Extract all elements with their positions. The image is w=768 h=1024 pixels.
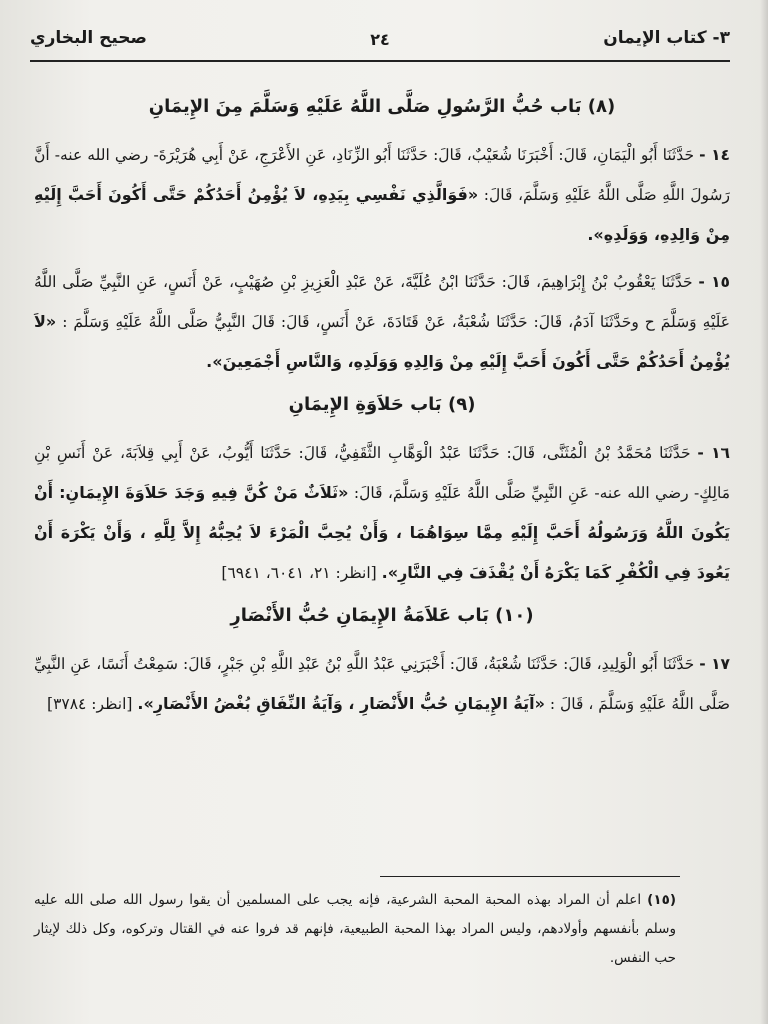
- footnote-text: اعلم أن المراد بهذه المحبة المحبة الشرعية، فإنه يجب على المسلمين أن يقوا رسول الله صلى الله عليه وسلم بأنفسهم وأولادهم، وليس المراد بهذا المحبة الطبيعية، فإنهم قد فروا عنه في القتال وتركوه، وكل ذلك لإيثار حب النفس.: [34, 892, 676, 966]
- chapter-heading: (٨) بَاب حُبُّ الرَّسُولِ صَلَّى اللَّهُ عَلَيْهِ وَسَلَّمَ مِنَ الإِيمَانِ: [148, 96, 616, 117]
- page-edge-shadow: [760, 0, 768, 1024]
- hadith-paragraph: [34, 434, 730, 593]
- hadith-paragraph: [34, 136, 730, 255]
- footnote-rule: [380, 876, 680, 877]
- header-rule: [30, 60, 730, 62]
- chapter-heading: (١٠) بَاب عَلاَمَةُ الإِيمَانِ حُبُّ الأَنْصَارِ: [230, 605, 534, 626]
- book-title: ٣- كتاب الإيمان: [603, 28, 730, 48]
- hadith-isnad: حَدَّثَنَا يَعْقُوبُ بْنُ إِبْرَاهِيمَ، قَالَ: حَدَّثَنَا ابْنُ عُلَيَّةَ، عَنْ عَبْدِ الْعَزِيزِ بْنِ صُهَيْبٍ، عَنْ أَنَسٍ، عَنِ النَّبِيِّ صَلَّى اللَّهُ عَلَيْهِ وَسَلَّمَ ح وحَدَّثَنَا آدَمُ، قَالَ: حَدَّثَنَا شُعْبَةُ، عَنْ قَتَادَةَ، عَنْ أَنَسٍ، قَالَ: قَالَ النَّبِيُّ صَلَّى اللَّهُ عَلَيْهِ وَسَلَّمَ :: [34, 273, 731, 331]
- cross-reference: [انظر: ٣٧٨٤]: [47, 695, 133, 713]
- hadith-isnad: حَدَّثَنَا أَبُو الْوَلِيدِ، قَالَ: حَدَّثَنَا شُعْبَةُ، قَالَ: أَخْبَرَنِي عَبْدُ اللَّهِ بْنُ عَبْدِ اللَّهِ بْنِ جَبْرٍ، قَالَ: سَمِعْتُ أَنَسًا، عَنِ النَّبِيِّ صَلَّى اللَّهُ عَلَيْهِ وَسَلَّمَ ، قَالَ :: [34, 655, 730, 713]
- hadith-isnad: حَدَّثَنَا مُحَمَّدُ بْنُ الْمُثَنَّى، قَالَ: حَدَّثَنَا عَبْدُ الْوَهَّابِ الثَّقَفِيُّ، قَالَ: حَدَّثَنَا أَيُّوبُ، عَنْ أَبِي قِلاَبَةَ، عَنْ أَنَسِ بْنِ مَالِكٍ- رضي الله عنه- عَنِ النَّبِيِّ صَلَّى اللَّهُ عَلَيْهِ وَسَلَّمَ، قَالَ:: [34, 444, 731, 502]
- hadith-paragraph: [34, 263, 730, 382]
- page-body: [34, 92, 730, 732]
- hadith-number: ١٧ -: [699, 655, 730, 673]
- hadith-matn: «فَوَالَّذِي نَفْسِي بِيَدِهِ، لاَ يُؤْمِنُ أَحَدُكُمْ حَتَّى أَكُونَ أَحَبَّ إِلَيْهِ مِنْ وَالِدِهِ، وَوَلَدِهِ».: [34, 185, 730, 244]
- collection-title: صحيح البخاري: [30, 28, 147, 48]
- page-number: ٢٤: [370, 30, 390, 49]
- hadith-number: ١٦ -: [697, 444, 730, 462]
- hadith-isnad: حَدَّثَنَا أَبُو الْيَمَانِ، قَالَ: أَخْبَرَنَا شُعَيْبٌ، قَالَ: حَدَّثَنَا أَبُو الزِّنَادِ، عَنِ الأَعْرَجِ، عَنْ أَبِي هُرَيْرَةَ- رضي الله عنه- أَنَّ رَسُولَ اللَّهِ صَلَّى اللَّهُ عَلَيْهِ وَسَلَّمَ، قَالَ:: [34, 146, 730, 204]
- hadith-matn: «ثَلاَثٌ مَنْ كُنَّ فِيهِ وَجَدَ حَلاَوَةَ الإِيمَانِ: أَنْ يَكُونَ اللَّهُ وَرَسُولُهُ أَحَبَّ إِلَيْهِ مِمَّا سِوَاهُمَا ، وَأَنْ يُحِبَّ الْمَرْءَ لاَ يُحِبُّهُ إِلاَّ لِلَّهِ ، وَأَنْ يَكْرَهَ أَنْ يَعُودَ فِي الْكُفْرِ كَمَا يَكْرَهُ أَنْ يُقْذَفَ فِي النَّارِ».: [34, 483, 730, 582]
- hadith-matn: «لاَ يُؤْمِنُ أَحَدُكُمْ حَتَّى أَكُونَ أَحَبَّ إِلَيْهِ مِنْ وَالِدِهِ وَوَلَدِهِ، وَالنَّاسِ أَجْمَعِينَ».: [34, 312, 730, 371]
- cross-reference: [انظر: ٢١، ٦٠٤١، ٦٩٤١]: [221, 564, 377, 582]
- running-header: [30, 28, 730, 60]
- hadith-paragraph: [34, 645, 730, 724]
- chapter-heading: (٩) بَاب حَلاَوَةِ الإِيمَانِ: [288, 394, 476, 415]
- hadith-number: ١٤ -: [699, 146, 730, 164]
- footnote-marker: (١٥): [647, 892, 676, 908]
- hadith-number: ١٥ -: [698, 273, 730, 291]
- footnote: [34, 886, 676, 973]
- hadith-matn: «آيَةُ الإِيمَانِ حُبُّ الأَنْصَارِ ، وَآيَةُ النِّفَاقِ بُغْضُ الأَنْصَارِ».: [137, 694, 545, 713]
